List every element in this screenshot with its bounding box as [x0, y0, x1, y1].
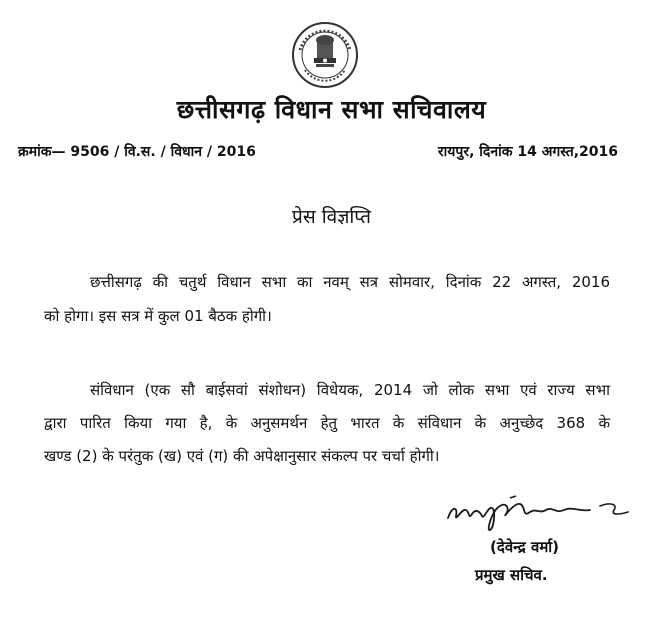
paragraph-2-line-1: संविधान (एक सौ बाईसवां संशोधन) विधेयक, 2014 जो लोक सभा एवं राज्य सभा	[90, 381, 610, 399]
paragraph-1-line-1: छत्तीसगढ़ की चतुर्थ विधान सभा का नवम् सत्र सोमवार, दिनांक 22 अगस्त, 2016	[90, 273, 610, 291]
paragraph-1-line-2: को होगा। इस सत्र में कुल 01 बैठक होगी।	[44, 307, 272, 325]
signatory-designation: प्रमुख सचिव.	[475, 566, 548, 584]
reference-number: क्रमांक— 9506 / वि.स. / विधान / 2016	[18, 144, 256, 160]
paragraph-2-line-3: खण्ड (2) के परंतुक (ख) एवं (ग) की अपेक्षानुसार संकल्प पर चर्चा होगी।	[44, 447, 440, 465]
press-release-title: प्रेस विज्ञप्ति	[292, 206, 371, 228]
office-heading: छत्तीसगढ़ विधान सभा सचिवालय	[176, 95, 487, 124]
state-emblem-seal-icon	[290, 20, 360, 90]
paragraph-2-line-2: द्वारा पारित किया गया है, के अनुसमर्थन हेतु भारत के संविधान के अनुच्छेद 368 के	[44, 414, 610, 432]
signatory-name: (देवेन्द्र वर्मा)	[490, 538, 560, 556]
place-date: रायपुर, दिनांक 14 अगस्त,2016	[437, 144, 618, 160]
handwritten-signature-icon	[440, 488, 640, 533]
